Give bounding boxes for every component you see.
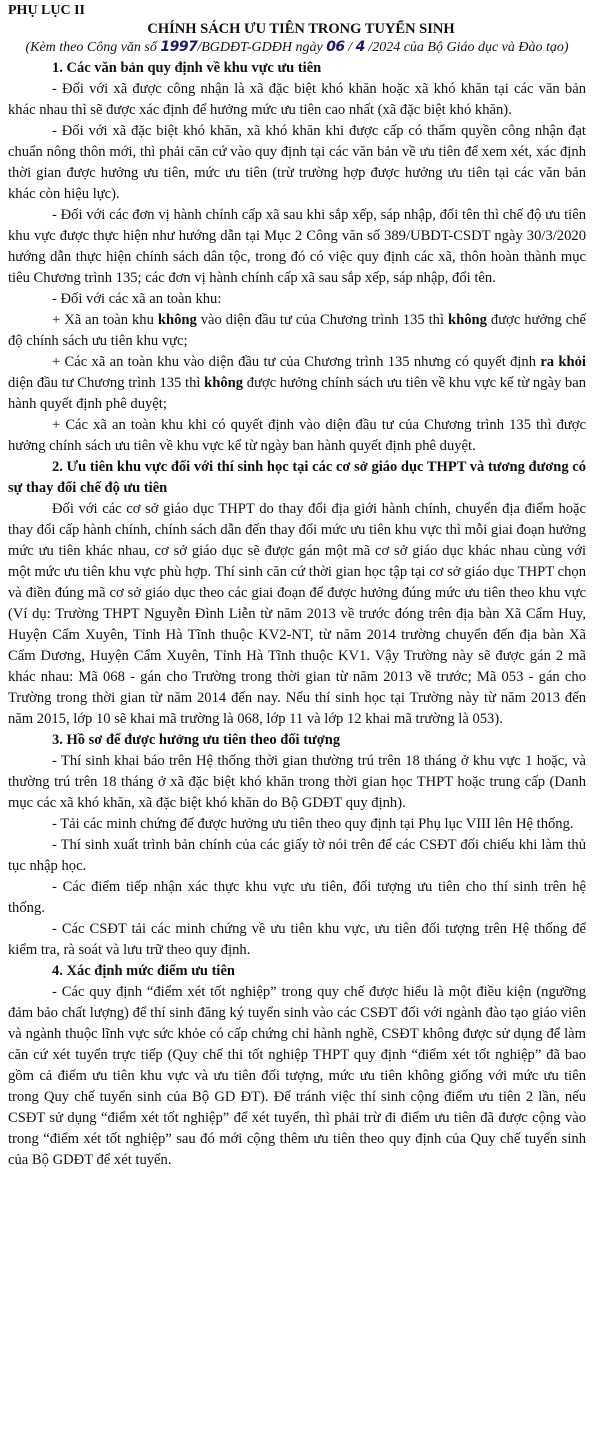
section-3-paragraph: - Các CSĐT tải các minh chứng về ưu tiên khu vực, ưu tiên đối tượng trên Hệ thống để kiểm tra, rà soát và lưu trữ theo quy định. <box>8 921 586 958</box>
bullet-text: + Các xã an toàn khu vào diện đầu tư của Chương trình 135 nhưng có quyết định <box>52 354 541 370</box>
ref-prefix: (Kèm theo Công văn số <box>25 40 161 55</box>
section-1-paragraph: - Đối với xã đặc biệt khó khăn, xã khó khăn khi được cấp có thẩm quyền công nhận đạt chuẩn nông thôn mới, thì phải căn cứ vào quy định tại các văn bản về ưu tiên để xem xét, xác định thời gian được hưởng ưu tiên, mức ưu tiên (trừ trường hợp được hưởng ưu tiên tại các văn bản khác còn hiệu lực). <box>8 123 586 202</box>
reference-line <box>8 38 586 57</box>
ref-suffix: /2024 của Bộ Giáo dục và Đào tạo) <box>364 40 569 55</box>
section-1-paragraph: - Đối với các xã an toàn khu: <box>52 291 222 307</box>
section-1-bullet-a <box>8 310 586 352</box>
section-3-heading: 3. Hồ sơ để được hưởng ưu tiên theo đối tượng <box>52 732 341 748</box>
ref-sep: / <box>344 40 356 55</box>
bullet-bold-text: không <box>157 312 197 328</box>
section-2-paragraph: Đối với các cơ sở giáo dục THPT do thay đổi địa giới hành chính, chuyển địa điểm hoặc thay đổi cấp hành chính, chính sách dẫn đến thay đổi mức ưu tiên khu vực thì mỗi giai đoạn hưởng mức ưu tiên khác nhau, cơ sở giáo dục sẽ được gán một mã cơ sở giáo dục khác nhau cùng với một mức ưu tiên khu vực phù hợp. Thí sinh căn cứ thời gian học tập tại cơ sở giáo dục THPT chọn và điền đúng mã cơ sở giáo dục theo các giai đoạn để được hưởng đúng mức ưu tiên theo khu vực (Ví dụ: Trường THPT Nguyễn Đình Liễn từ năm 2013 về trước đóng trên địa bàn Xã Cẩm Huy, Huyện Cẩm Xuyên, Tỉnh Hà Tĩnh thuộc KV2-NT, từ năm 2014 trường chuyển đến địa bàn Xã Cẩm Dương, Huyện Cẩm Xuyên, Tỉnh Hà Tĩnh thuộc KV1. Vậy Trường này sẽ được gán 2 mã khác nhau: Mã 068 - gán cho Trường trong thời gian từ năm 2013 về trước; Mã 053 - gán cho Trường trong thời gian từ năm 2014 đến nay. Nếu thí sinh học tại Trường này từ năm 2013 đến năm 2015, lớp 10 sẽ khai mã trường là 068, lớp 11 và lớp 12 khai mã trường là 053). <box>8 501 586 727</box>
document-title: CHÍNH SÁCH ƯU TIÊN TRONG TUYỂN SINH <box>147 21 455 37</box>
section-3-paragraph: - Các điểm tiếp nhận xác thực khu vực ưu tiên, đối tượng ưu tiên cho thí sinh trên hệ thống. <box>8 879 586 916</box>
section-3-paragraph: - Thí sinh khai báo trên Hệ thống thời gian thường trú trên 18 tháng ở khu vực 1 hoặc, và thường trú trên 18 tháng ở xã đặc biệt khó khăn trong thời gian học THPT hoặc trung cấp (Danh mục các xã khó khăn, xã đặc biệt khó khăn do Bộ GDĐT quy định). <box>8 753 586 811</box>
bullet-text: được hưởng chế độ chính sách ưu tiên khu vực; <box>8 312 586 349</box>
section-1-heading: 1. Các văn bản quy định về khu vực ưu tiên <box>52 60 322 76</box>
section-1-bullet-c: + Các xã an toàn khu khi có quyết định vào diện đầu tư của Chương trình 135 thì được hưởng chính sách ưu tiên về khu vực kể từ ngày ban hành quyết định phê duyệt. <box>8 417 586 454</box>
section-3-paragraph: - Tải các minh chứng để được hưởng ưu tiên theo quy định tại Phụ lục VIII lên Hệ thống. <box>52 816 574 832</box>
bullet-text: + Xã an toàn khu <box>52 312 158 328</box>
bullet-text: diện đầu tư Chương trình 135 thì <box>8 375 205 391</box>
section-2-heading: 2. Ưu tiên khu vực đối với thí sinh học tại các cơ sở giáo dục THPT và tương đương có sự thay đổi chế độ ưu tiên <box>8 459 586 496</box>
bullet-bold-text: không <box>447 312 487 328</box>
bullet-text: vào diện đầu tư của Chương trình 135 thì <box>196 312 448 328</box>
bullet-text: được hưởng chính sách ưu tiên về khu vực kể từ ngày ban hành quyết định phê duyệt; <box>8 375 587 412</box>
appendix-label: PHỤ LỤC II <box>8 3 86 18</box>
bullet-bold-text: không <box>204 375 244 391</box>
section-1-bullet-b <box>8 352 586 415</box>
section-4-paragraph: - Các quy định “điểm xét tốt nghiệp” trong quy chế được hiểu là một điều kiện (ngưỡng đảm bảo chất lượng) để thí sinh đăng ký tuyển sinh vào các CSĐT đối với ngành đào tạo giáo viên và ngành thuộc lĩnh vực sức khỏe có cấp chứng chỉ hành nghề, CSĐT không được sử dụng để làm căn cứ xét tuyển trực tiếp (Quy chế thi tốt nghiệp THPT quy định “điểm xét tốt nghiệp” đã bao gồm cả điểm ưu tiên khu vực và ưu tiên đối tượng, mức ưu tiên không giống với mức ưu tiên trong Quy chế tuyển sinh của Bộ GD ĐT). Để tránh việc thí sinh cộng điểm ưu tiên 2 lần, nếu CSĐT sử dụng “điểm xét tốt nghiệp” để xét tuyển, thì phải trừ đi điểm ưu tiên đã được cộng vào trong “điểm xét tốt nghiệp” sau đó mới cộng thêm ưu tiên theo quy định của Quy chế tuyển sinh của Bộ GDĐT để xét tuyển. <box>8 984 586 1168</box>
ref-number-handwritten: 1997 <box>160 39 198 55</box>
ref-mid: /BGDĐT-GDĐH ngày <box>197 40 327 55</box>
section-4-heading: 4. Xác định mức điểm ưu tiên <box>52 963 235 979</box>
section-1-paragraph: - Đối với các đơn vị hành chính cấp xã sau khi sắp xếp, sáp nhập, đổi tên thì chế độ ưu tiên khu vực được thực hiện như hướng dẫn tại Mục 2 Công văn số 389/UBDT-CSDT ngày 30/3/2020 hướng dẫn thực hiện chính sách dân tộc, trong đó có việc quy định các xã, thôn hoàn thành mục tiêu Chương trình 135; các đơn vị hành chính cấp xã sau sắp xếp, sáp nhập, đổi tên. <box>8 207 586 286</box>
section-3-paragraph: - Thí sinh xuất trình bản chính của các giấy tờ nói trên để các CSĐT đối chiếu khi làm thủ tục nhập học. <box>8 837 586 874</box>
bullet-bold-text: ra khỏi <box>540 354 586 370</box>
section-1-paragraph: - Đối với xã được công nhận là xã đặc biệt khó khăn hoặc xã khó khăn tại các văn bản khác nhau thì sẽ được xác định để hưởng mức ưu tiên cao nhất (xã đặc biệt khó khăn). <box>8 81 586 118</box>
ref-day-handwritten: 06 <box>326 39 345 55</box>
ref-month-handwritten: 4 <box>355 39 365 55</box>
